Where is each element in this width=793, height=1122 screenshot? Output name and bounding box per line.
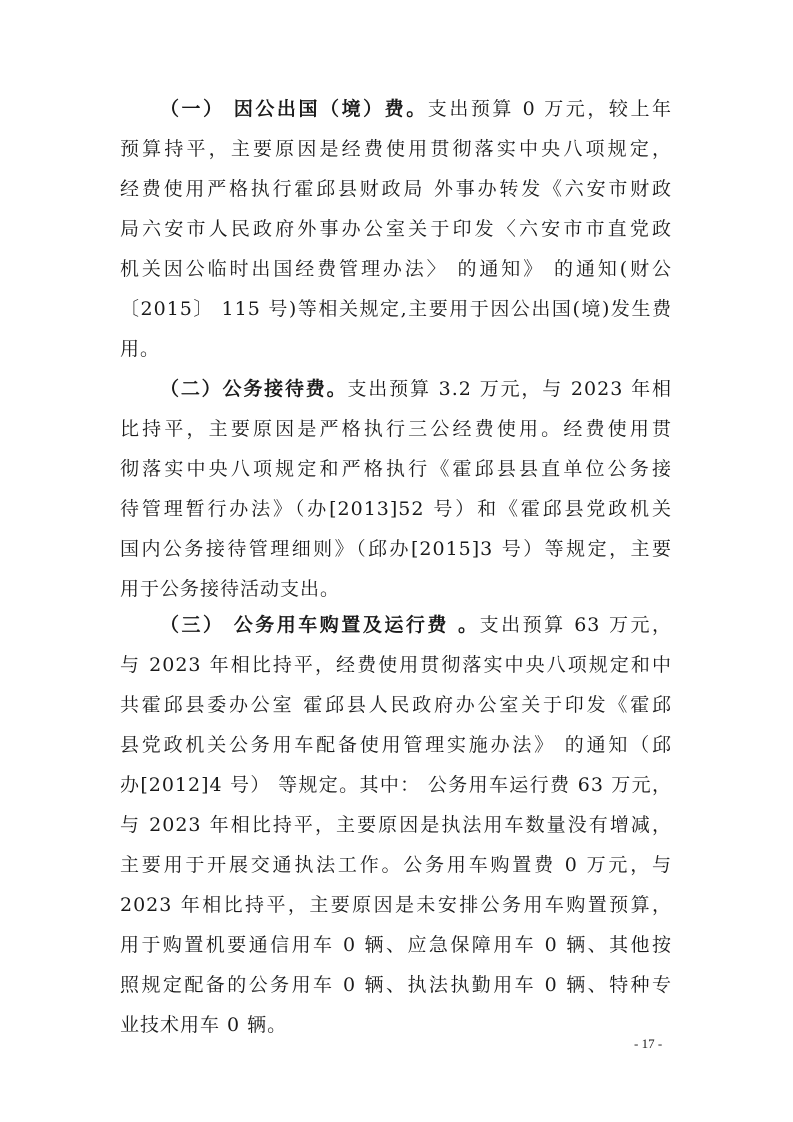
body-line: 用。 xyxy=(120,338,161,360)
body-line: 办[2012]4 号） 等规定。其中： 公务用车运行费 63 万元， xyxy=(120,774,672,796)
body-text: 支出预算 3.2 万元，与 2023 年相 xyxy=(347,378,672,400)
body-text: 支出预算 63 万元， xyxy=(479,614,673,636)
body-line: 照规定配备的公务用车 0 辆、执法执勤用车 0 辆、特种专 xyxy=(120,974,672,996)
body-line: 局六安市人民政府外事办公室关于印发〈六安市市直党政 xyxy=(120,218,672,240)
body-line: 〔2015〕 115 号)等相关规定,主要用于因公出国(境)发生费 xyxy=(120,298,672,320)
paragraph-first-line xyxy=(160,94,672,121)
body-line: 用于购置机要通信用车 0 辆、应急保障用车 0 辆、其他按 xyxy=(120,934,672,956)
body-line: 2023 年相比持平，主要原因是未安排公务用车购置预算， xyxy=(120,894,672,916)
body-line: 预算持平，主要原因是经费使用贯彻落实中央八项规定， xyxy=(120,138,672,160)
body-line: 国内公务接待管理细则》（邱办[2015]3 号）等规定，主要 xyxy=(120,538,672,560)
body-line: 县党政机关公务用车配备使用管理实施办法》 的通知（邱 xyxy=(120,734,672,756)
body-text: 支出预算 0 万元，较上年 xyxy=(427,98,673,120)
body-line: 用于公务接待活动支出。 xyxy=(120,578,341,600)
body-line: 待管理暂行办法》（办[2013]52 号）和《霍邱县党政机关 xyxy=(120,498,672,520)
section-heading: （二）公务接待费。 xyxy=(160,378,348,400)
body-line: 比持平，主要原因是严格执行三公经费使用。经费使用贯 xyxy=(120,418,672,440)
body-line: 共霍邱县委办公室 霍邱县人民政府办公室关于印发《霍邱 xyxy=(120,694,672,716)
body-line: 彻落实中央八项规定和严格执行《霍邱县县直单位公务接 xyxy=(120,458,672,480)
section-heading: （三） 公务用车购置及运行费 。 xyxy=(160,614,480,636)
page-number: - 17 - xyxy=(634,1036,663,1051)
body-line: 主要用于开展交通执法工作。公务用车购置费 0 万元，与 xyxy=(120,854,672,876)
body-line: 与 2023 年相比持平，经费使用贯彻落实中央八项规定和中 xyxy=(120,654,672,676)
paragraph-first-line xyxy=(160,374,672,401)
section-heading: （一） 因公出国（境）费。 xyxy=(160,98,428,120)
body-line: 经费使用严格执行霍邱县财政局 外事办转发《六安市财政 xyxy=(120,178,672,200)
paragraph-first-line xyxy=(160,610,672,637)
body-line: 与 2023 年相比持平，主要原因是执法用车数量没有增减， xyxy=(120,814,672,836)
body-line: 业技术用车 0 辆。 xyxy=(120,1014,288,1036)
body-line: 机关因公临时出国经费管理办法〉 的通知》 的通知(财公 xyxy=(120,258,672,280)
